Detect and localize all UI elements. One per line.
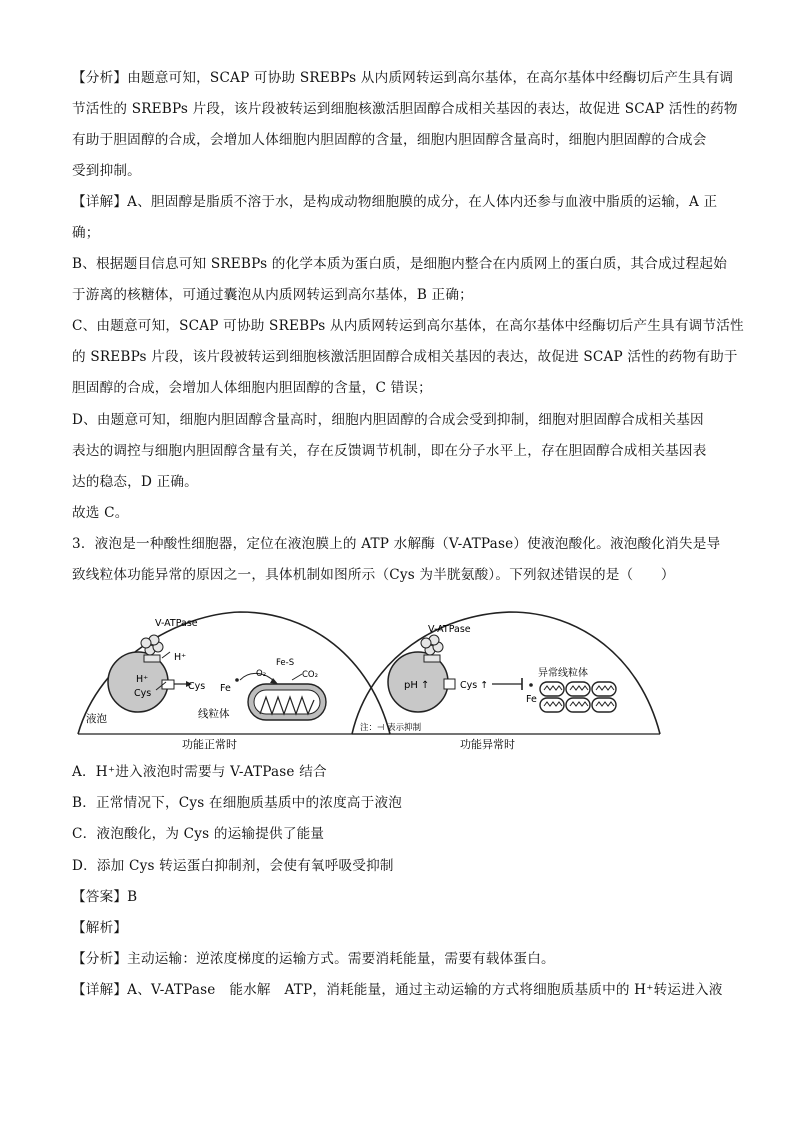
abnormal-mito-label: 异常线粒体 — [538, 668, 588, 679]
normal-caption: 功能正常时 — [182, 738, 237, 751]
detail-d-line-1: D、由题意可知，细胞内胆固醇含量高时，细胞内胆固醇的合成会受到抑制，细胞对胆固醇合成相关基因 — [72, 412, 704, 428]
vacuole-label: 液泡 — [86, 713, 107, 725]
fe-label-left: Fe — [220, 683, 231, 694]
option-b: B．正常情况下，Cys 在细胞质基质中的浓度高于液泡 — [72, 795, 403, 811]
fe-label-right: Fe — [526, 694, 537, 705]
detail-d-line-3: 达的稳态，D 正确。 — [72, 474, 198, 490]
mitochondrion-icon — [248, 684, 326, 720]
h-plus-inside: H⁺ — [136, 674, 149, 685]
detail-c-line-1: C、由题意可知，SCAP 可协助 SREBPs 从内质网转运到高尔基体，在高尔基体中经酶切后产生具有调节活性 — [72, 318, 744, 334]
normal-cell-panel — [78, 612, 390, 751]
cys-transporter-icon-abnormal — [444, 679, 455, 689]
co2-label: CO₂ — [302, 670, 319, 680]
analysis-line-4: 受到抑制。 — [72, 163, 141, 179]
detail-b-line-2: 于游离的核糖体，可通过囊泡从内质网转运到高尔基体，B 正确； — [72, 287, 473, 303]
detail-a-line-2: 确； — [72, 225, 100, 241]
analysis-line-3: 有助于胆固醇的合成，会增加人体细胞内胆固醇的含量，细胞内胆固醇含量高时，细胞内胆固醇的合成会 — [72, 132, 707, 148]
abnormal-cell-panel — [352, 612, 660, 751]
analysis-line-1: 【分析】由题意可知，SCAP 可协助 SREBPs 从内质网转运到高尔基体，在高尔基体中经酶切后产生具有调 — [72, 70, 734, 86]
mechanism-figure — [70, 602, 710, 752]
v-atpase-icon-abnormal — [421, 635, 443, 662]
o2-label: O₂ — [256, 669, 267, 679]
conclusion-line: 故选 C。 — [72, 505, 129, 521]
mitochondrion-label: 线粒体 — [198, 708, 230, 720]
detail-d-line-2: 表达的调控与细胞内胆固醇含量有关，存在反馈调节机制，即在分子水平上，存在胆固醇合成相关基因表 — [72, 443, 707, 459]
analysis-heading: 【解析】 — [72, 920, 128, 936]
v-atpase-icon — [141, 635, 163, 662]
analysis-principle-line: 【分析】主动运输：逆浓度梯度的运输方式。需要消耗能量，需要有载体蛋白。 — [72, 951, 555, 967]
detail-a-line-1: 【详解】A、胆固醇是脂质不溶于水，是构成动物细胞膜的成分，在人体内还参与血液中脂质的运输，A 正 — [72, 194, 718, 210]
cys-inside: Cys — [134, 688, 152, 699]
question-3-line-2: 致线粒体功能异常的原因之一，具体机制如图所示（Cys 为半胱氨酸）。下列叙述错误的是（ ） — [72, 567, 675, 583]
cys-transporter-icon — [162, 680, 174, 689]
question-3-line-1: 3．液泡是一种酸性细胞器，定位在液泡膜上的 ATP 水解酶（V-ATPase）使液泡酸化。液泡酸化消失是导 — [72, 536, 721, 552]
v-atpase-label-abnormal: V-ATPase — [428, 624, 471, 635]
inhibition-note: 注：⊣ 表示抑制 — [360, 723, 422, 733]
option-d: D．添加 Cys 转运蛋白抑制剂，会使有氧呼吸受抑制 — [72, 858, 394, 874]
cys-up-label: Cys ↑ — [460, 680, 489, 691]
answer-line: 【答案】B — [72, 889, 138, 905]
option-c: C．液泡酸化，为 Cys 的运输提供了能量 — [72, 826, 325, 842]
abnormal-mitochondria-icon — [540, 682, 616, 712]
detail-b-line-1: B、根据题目信息可知 SREBPs 的化学本质为蛋白质，是细胞内整合在内质网上的蛋白质，其合成过程起始 — [72, 256, 727, 272]
abnormal-caption: 功能异常时 — [460, 738, 515, 751]
analysis-detail-line: 【详解】A、V-ATPase 能水解 ATP，消耗能量，通过主动运输的方式将细胞质基质中的 H⁺转运进入液 — [72, 982, 723, 998]
detail-c-line-2: 的 SREBPs 片段，该片段被转运到细胞核激活胆固醇合成相关基因的表达，故促进 SCAP 活性的药物有助于 — [72, 349, 738, 365]
fes-label: Fe-S — [276, 658, 295, 668]
v-atpase-label: V-ATPase — [155, 618, 198, 629]
ph-up-label: pH ↑ — [404, 680, 430, 691]
h-plus-outside: H⁺ — [174, 652, 187, 663]
detail-c-line-3: 胆固醇的合成，会增加人体细胞内胆固醇的含量，C 错误； — [72, 380, 432, 396]
cys-outside: Cys — [188, 681, 206, 692]
option-a: A．H⁺进入液泡时需要与 V-ATPase 结合 — [72, 764, 327, 780]
analysis-line-2: 节活性的 SREBPs 片段，该片段被转运到细胞核激活胆固醇合成相关基因的表达，故促进 SCAP 活性的药物 — [72, 101, 738, 117]
